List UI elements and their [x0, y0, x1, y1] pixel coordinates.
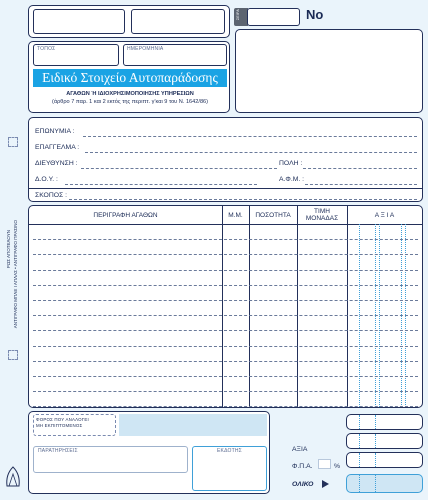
customer-purpose-line[interactable]: [69, 199, 417, 200]
customer-tax-office-line[interactable]: [65, 184, 257, 185]
amount-divider: [359, 453, 360, 467]
series-box[interactable]: [247, 8, 300, 26]
table-row[interactable]: [33, 406, 418, 407]
table-row[interactable]: [33, 285, 418, 286]
issuer-label: ΕΚΔΟΤΗΣ: [217, 448, 242, 454]
number-symbol: No: [306, 7, 324, 22]
tax-note-line2: ΜΗ ΕΚΠΙΠΤΟΜΕΝΟΣ: [36, 423, 83, 428]
punch-hole-bottom: [8, 350, 18, 360]
table-row[interactable]: [33, 254, 418, 255]
amount-box[interactable]: [346, 433, 423, 449]
table-row[interactable]: [33, 270, 418, 271]
customer-vat-label: Α.Φ.Μ. :: [279, 176, 305, 183]
header-description: ΠΕΡΙΓΡΑΦΗ ΑΓΑΘΩΝ: [93, 212, 158, 219]
remarks-box[interactable]: [33, 446, 188, 473]
form-title: Ειδικό Στοιχείο Αυτοπαράδοσης: [42, 70, 218, 85]
amount-box[interactable]: [346, 452, 423, 468]
footer-left-box: [28, 411, 270, 494]
place-label: ΤΟΠΟΣ: [37, 46, 56, 52]
customer-profession-line[interactable]: [85, 152, 417, 153]
items-table: [28, 205, 423, 408]
header-unit-price-2: ΜΟΝΑΔΑΣ: [305, 215, 339, 222]
header-quantity: ΠΟΣΟΤΗΤΑ: [255, 212, 291, 219]
field-box-2[interactable]: [131, 9, 225, 34]
customer-box: [28, 117, 423, 202]
customer-address-label: ΔΙΕΥΘΥΝΣΗ :: [35, 160, 78, 167]
vat-percent: %: [334, 463, 341, 470]
tax-note-line1: ΦΟΡΟΣ ΠΟΥ ΑΝΑΛΟΓΕΙ: [36, 417, 89, 422]
purpose-separator: [29, 188, 422, 189]
customer-name-line[interactable]: [83, 136, 417, 137]
vat-label: Φ.Π.Α.: [292, 463, 313, 470]
date-field[interactable]: [123, 44, 227, 66]
total-arrow-icon: [322, 480, 329, 488]
value-label: ΑΞΙΑ: [292, 446, 308, 453]
header-unit-price-1: ΤΙΜΗ: [314, 208, 330, 215]
customer-address-line[interactable]: [81, 168, 277, 169]
amount-divider: [359, 434, 360, 448]
form-subtitle: ΑΓΑΘΩΝ Ή ΙΔΙΟΧΡΗΣΙΜΟΠΟΙΗΣΗΣ ΥΠΗΡΕΣΙΩΝ: [66, 91, 194, 97]
date-label: ΗΜΕΡΟΜΗΝΙΑ: [127, 46, 164, 52]
customer-city-label: ΠΟΛΗ :: [279, 160, 303, 167]
customer-purpose-label: ΣΚΟΠΟΣ :: [35, 192, 67, 199]
side-text-2: ΑΝΤΙΓΡΑΦΟ ΜΠΛΕ Ι ΑΠΛΑΣ • ΑΝΤΙΓΡΑΦΟ ΠΡΑΣΙΝΟ: [13, 220, 18, 329]
customer-profession-label: ΕΠΑΓΓΕΛΜΑ :: [35, 144, 80, 151]
amount-divider: [359, 415, 360, 429]
amount-divider: [375, 434, 376, 448]
amount-box[interactable]: [346, 414, 423, 430]
amount-divider: [359, 475, 360, 492]
total-box[interactable]: [346, 474, 423, 493]
side-text-1: ΡΩΣ ΑΠΟΤΕΛΟΥΝ: [6, 230, 11, 269]
remarks-label: ΠΑΡΑΤΗΡΗΣΕΙΣ: [38, 448, 78, 454]
customer-city-line[interactable]: [303, 168, 417, 169]
series-tab: [234, 8, 248, 26]
field-box-1[interactable]: [33, 9, 125, 34]
header-unit: Μ.Μ.: [228, 212, 243, 219]
amount-divider: [375, 453, 376, 467]
punch-hole-top: [8, 137, 18, 147]
header-fields-box: [28, 5, 230, 38]
tax-note-right: [119, 414, 267, 436]
amount-divider: [375, 415, 376, 429]
logo-icon: [4, 466, 22, 488]
table-row[interactable]: [33, 315, 418, 316]
customer-name-label: ΕΠΩΝΥΜΙΑ :: [35, 128, 75, 135]
legal-reference: (άρθρο 7 παρ. 1 και 2 εκτός της περιπτ. γ'και 9 του Ν. 1642/86): [51, 99, 209, 105]
series-tab-label: ΣΕΙΡΑ: [236, 9, 240, 20]
place-field[interactable]: [33, 44, 119, 66]
table-row[interactable]: [33, 330, 418, 331]
table-row[interactable]: [33, 361, 418, 362]
table-row[interactable]: [33, 376, 418, 377]
total-label: ΟΛΙΚΟ: [292, 481, 314, 488]
stamp-box[interactable]: [235, 29, 423, 113]
customer-vat-line[interactable]: [305, 184, 417, 185]
issuer-box[interactable]: [192, 446, 267, 491]
amount-divider: [375, 475, 376, 492]
table-row[interactable]: [33, 391, 418, 392]
tax-note-box[interactable]: [33, 414, 116, 436]
table-row[interactable]: [33, 346, 418, 347]
vat-rate-box[interactable]: [318, 459, 331, 469]
table-row[interactable]: [33, 300, 418, 301]
header-value: Α Ξ Ι Α: [374, 212, 395, 219]
table-row[interactable]: [33, 239, 418, 240]
title-band: [33, 69, 227, 87]
table-header-line: [29, 224, 422, 225]
title-block: [28, 41, 230, 113]
customer-tax-office-label: Δ.Ο.Υ. :: [35, 176, 58, 183]
